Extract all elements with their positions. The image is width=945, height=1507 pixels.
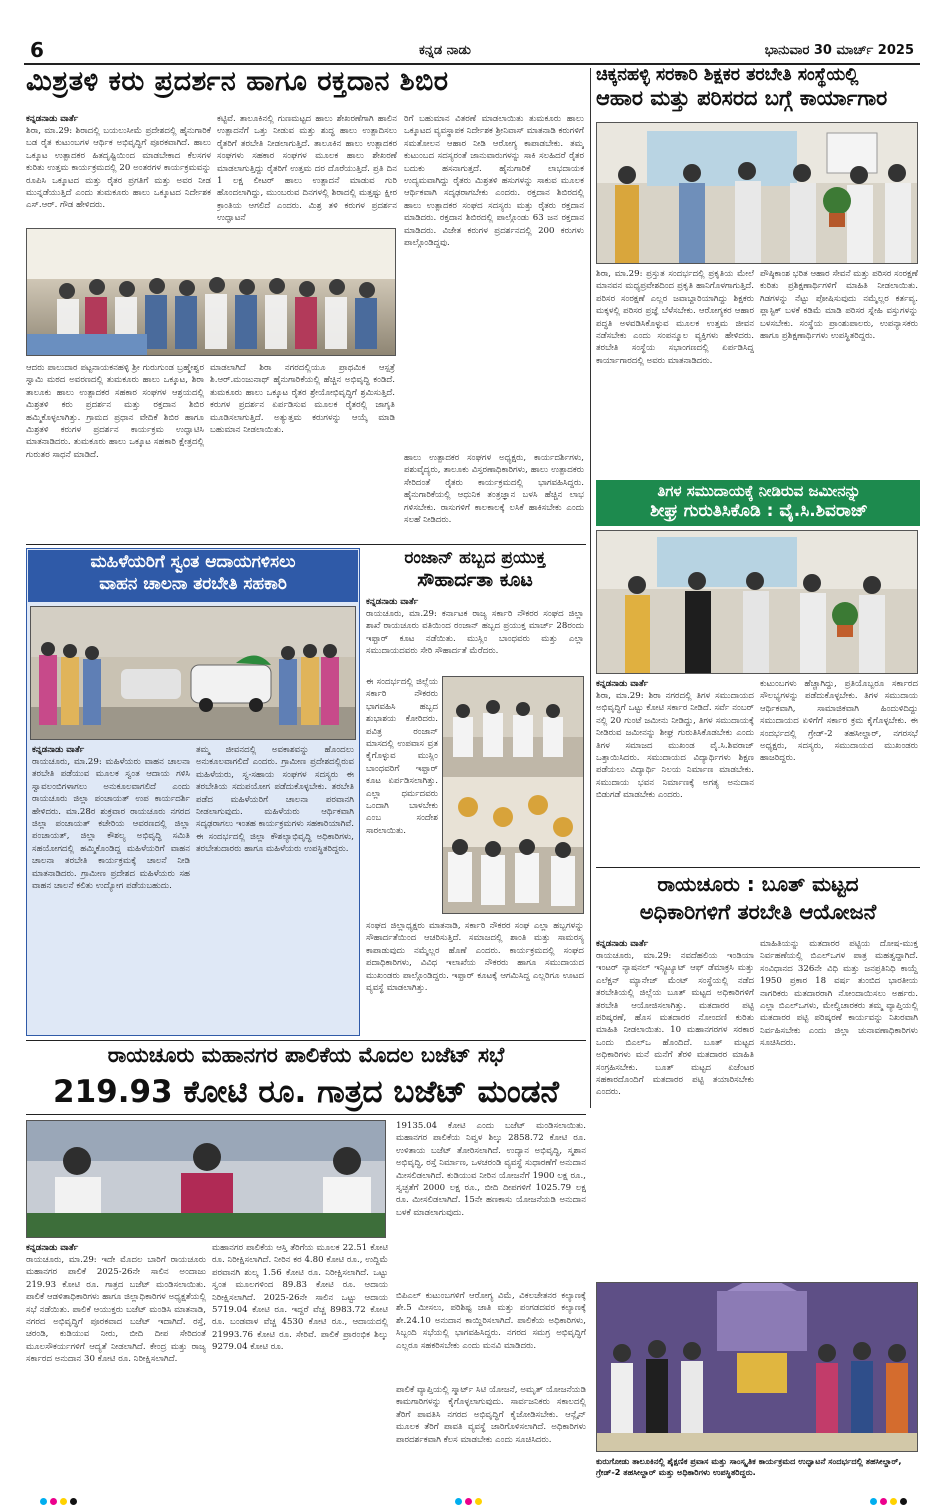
registration-dot-cyan: [40, 1498, 47, 1505]
headline-budget-line2: 219.93 ಕೋಟಿ ರೂ. ಗಾತ್ರದ ಬಜೆಟ್ ಮಂಡನೆ: [53, 1074, 559, 1110]
article-text: ಶಿರಾ, ಮಾ.29: ಶಿರಾದಲ್ಲಿ ಬಯಲುಸೀಮೆ ಪ್ರದೇಶದಲ್ಲಿ ಹೈನುಗಾರಿಕೆ ಬಡ ರೈತ ಕುಟುಂಬಗಳ ಆರ್ಥಿಕ ಅಭಿವೃದ್ಧಿಗೆ ಪೂರಕವಾಗಿದೆ. ಹಾಲು ಒಕ್ಕೂಟ ಉತ್ಪಾದಕರ ಹಿತದೃಷ್ಟಿಯಿಂದ ಮಾಡಬೇಕಾದ ಕೆಲಸಗಳ ಕುರಿತು ಉತ್ತಮ ಕಾರ್ಯಕ್ರಮದಲ್ಲಿ 20 ಅಂತರಗಳ ಕಾರ್ಯಕ್ರಮವನ್ನು ರೂಪಿಸಿ ಒಕ್ಕೂಟದ ಮತ್ತು ರೈತರ ಪ್ರಗತಿಗೆ ಮತ್ತು ಅವರ ನೀಡ ಮುನ್ನಡೆಯುತ್ತಿದೆ ಎಂದು ತುಮಕೂರು ಹಾಲು ಒಕ್ಕೂಟದ ನಿರ್ದೇಶಕ ಎಸ್.ಆರ್. ಗೌಡ ಹೇಳಿದರು.: [26, 126, 211, 211]
section-rule: [26, 1040, 586, 1041]
photo-caption: ಕುರುಗೋಡು ತಾಲೂಕಿನಲ್ಲಿ ಶೈಕ್ಷಣಿಕ ಪ್ರವಾಸ ಮತ್ತು ಸಾಂಸ್ಕೃತಿಕ ಕಾರ್ಯಕ್ರಮದ ಉದ್ಘಾಟನೆ ಸಂದರ್ಭದಲ್ಲಿ ತಹಸೀಲ್ದಾರ್, ಗ್ರೇಡ್-2 ತಹಸೀಲ್ದಾರ್ ಮತ್ತು ಅಧಿಕಾರಿಗಳು ಉಪಸ್ಥಿತರಿದ್ದರು.: [596, 1456, 902, 1477]
article-text: ರಾಯಚೂರು, ಮಾ.29: ಮಹಿಳೆಯರು ವಾಹನ ಚಾಲನಾ ತರಬೇತಿ ಪಡೆಯುವ ಮೂಲಕ ಸ್ವಂತ ಆದಾಯ ಗಳಿಸಿ ಸ್ವಾವಲಂಬಿಗಳಾಗಲು ಅನುಕೂಲವಾಗಲಿದೆ ಎಂದು ರಾಯಚೂರು ಜಿಲ್ಲಾ ಪಂಚಾಯತ್ ಉಪ ಕಾರ್ಯದರ್ಶಿ ಹೇಳಿದರು. ಮಾ.28ರ ಶುಕ್ರವಾರ ರಾಯಚೂರು ನಗರದ ಜಿಲ್ಲಾ ಪಂಚಾಯತ್ ಕಚೇರಿಯ ಆವರಣದಲ್ಲಿ ಜಿಲ್ಲಾ ಪಂಚಾಯತ್, ಜಿಲ್ಲಾ ಕೌಶಲ್ಯ ಅಭಿವೃದ್ಧಿ ಸಮಿತಿ ಸಹಯೋಗದಲ್ಲಿ ಹಮ್ಮಿಕೊಂಡಿದ್ದ ಮಹಿಳೆಯರಿಗೆ ವಾಹನ ಚಾಲನಾ ತರಬೇತಿ ಕಾರ್ಯಕ್ರಮಕ್ಕೆ ಚಾಲನೆ ನೀಡಿ ಮಾತನಾಡಿದರು. ಗ್ರಾಮೀಣ ಪ್ರದೇಶದ ಮಹಿಳೆಯರು ಸಹ ವಾಹನ ಚಾಲನೆ ಕಲಿತು ಉದ್ಯೋಗ ಪಡೆಯಬಹುದು.: [32, 757, 190, 892]
masthead: ಕನ್ನಡ ನಾಡು: [419, 43, 471, 58]
headline-line: ಚಿಕ್ಕನಹಳ್ಳಿ ಸರಕಾರಿ ಶಿಕ್ಷಕರ ತರಬೇತಿ ಸಂಸ್ಥೆಯಲ್ಲಿ: [596, 65, 859, 85]
column-rule: [590, 68, 591, 1108]
photo-thigala-meeting: [596, 530, 918, 674]
iftar-illustration: [443, 677, 584, 914]
photo-budget-meeting: [26, 1120, 386, 1238]
page-number: 6: [30, 38, 44, 62]
registration-dot-cyan: [870, 1498, 877, 1505]
headline-line: ಆಹಾರ ಮತ್ತು ಪರಿಸರದ ಬಗ್ಗೆ ಕಾರ್ಯಾಗಾರ: [596, 86, 888, 111]
car-training-illustration: [31, 607, 356, 740]
registration-dot-magenta: [50, 1498, 57, 1505]
headline-chikkanahalli: [596, 66, 926, 109]
registration-dot-cyan: [455, 1498, 462, 1505]
article-text: ಮಹಾನಗರ ಪಾಲಿಕೆಯ ಆಸ್ತಿ ತೆರಿಗೆಯ ಮೂಲಕ 22.51 ಕೋಟಿ ರೂ. ನಿರೀಕ್ಷಿಸಲಾಗಿದೆ. ನೀರಿನ ಕರ 4.80 ಕೋಟಿ ರೂ., ಉದ್ದಿಮೆ ಪರವಾನಗಿ ಶುಲ್ಕ 1.56 ಕೋಟಿ ರೂ. ನಿರೀಕ್ಷಿಸಲಾಗಿದೆ. ಒಟ್ಟು ಸ್ವಂತ ಮೂಲಗಳಿಂದ 89.83 ಕೋಟಿ ರೂ. ಆದಾಯ ನಿರೀಕ್ಷಿಸಲಾಗಿದೆ. 2025-26ನೇ ಸಾಲಿನ ಒಟ್ಟು ಆದಾಯ 5719.04 ಕೋಟಿ ರೂ. ಇದ್ದರೆ ವೆಚ್ಚ 8983.72 ಕೋಟಿ ರೂ. ಬಂಡವಾಳ ವೆಚ್ಚ 4530 ಕೋಟಿ ರೂ., ಆದಾಯದಲ್ಲಿ 21993.76 ಕೋಟಿ ರೂ. ಸೇರಿವೆ. ಪಾಲಿಕೆ ಪ್ರಾರಂಭಿಕ ಶಿಲ್ಕು 9279.04 ಕೋಟಿ ರೂ.: [212, 1243, 388, 1353]
section-rule: [26, 1114, 586, 1115]
registration-dot-yellow: [60, 1498, 67, 1505]
crowd-illustration: [27, 229, 396, 356]
headline-line: ಮಹಿಳೆಯರಿಗೆ ಸ್ವಂತ ಆದಾಯಗಳಿಸಲು: [90, 552, 296, 572]
workshop-illustration: [597, 123, 918, 264]
meeting-illustration: [597, 531, 918, 674]
article-text: ಹಾಲು ಉತ್ಪಾದಕರ ಸಂಘಗಳ ಅಧ್ಯಕ್ಷರು, ಕಾರ್ಯದರ್ಶಿಗಳು, ಪಶುವೈದ್ಯರು, ತಾಲೂಕು ವಿಸ್ತರಣಾಧಿಕಾರಿಗಳು, ಹಾಲು ಉತ್ಪಾದಕರು ಸೇರಿದಂತೆ ರೈತರು ಕಾರ್ಯಕ್ರಮದಲ್ಲಿ ಭಾಗವಹಿಸಿದ್ದರು. ಹೈನುಗಾರಿಕೆಯಲ್ಲಿ ಆಧುನಿಕ ತಂತ್ರಜ್ಞಾನ ಬಳಸಿ ಹೆಚ್ಚಿನ ಲಾಭ ಗಳಿಸಬೇಕು. ರಾಸುಗಳಿಗೆ ಕಾಲಕಾಲಕ್ಕೆ ಲಸಿಕೆ ಹಾಕಿಸಬೇಕು ಎಂದು ಸಲಹೆ ನೀಡಿದರು.: [404, 453, 584, 526]
registration-dot-yellow: [890, 1498, 897, 1505]
article-text: ಶಿರಾ, ಮಾ.29: ಶಿರಾ ನಗರದಲ್ಲಿ ತಿಗಳ ಸಮುದಾಯದ ಅಭಿವೃದ್ಧಿಗೆ ಒಟ್ಟು ಕೋಟಿ ಸರ್ಕಾರ ನೀಡಿದೆ. ಸರ್ವೆ ನಂಬರ್ ನಲ್ಲಿ 20 ಗುಂಟೆ ಜಮೀನು ನೀಡಿದ್ದು, ತಿಗಳ ಸಮುದಾಯಕ್ಕೆ ನೀಡಿರುವ ಜಮೀನನ್ನು ಶೀಘ್ರ ಗುರುತಿಸಿಕೊಡಬೇಕು ಎಂದು ತಿಗಳ ಸಮಾಜದ ಮುಖಂಡ ವೈ.ಸಿ.ಶಿವರಾಜ್ ಒತ್ತಾಯಿಸಿದರು. ಸಮುದಾಯದ ವಿದ್ಯಾರ್ಥಿಗಳು ಶಿಕ್ಷಣ ಪಡೆಯಲು ವಿದ್ಯಾರ್ಥಿ ನಿಲಯ ನಿರ್ಮಾಣ ಮಾಡಬೇಕು. ಸಮುದಾಯ ಭವನ ನಿರ್ಮಾಣಕ್ಕೆ ಅಗತ್ಯ ಅನುದಾನ ಬಿಡುಗಡೆ ಮಾಡಬೇಕು ಎಂದರು.: [596, 691, 754, 801]
dateline: ಕನ್ನಡನಾಡು ವಾರ್ತೆ: [26, 114, 79, 124]
headline-line: ಶೀಘ್ರ ಗುರುತಿಸಿಕೊಡಿ : ವೈ.ಸಿ.ಶಿವರಾಜ್: [650, 500, 868, 521]
headline-budget-line1: ರಾಯಚೂರು ಮಹಾನಗರ ಪಾಲಿಕೆಯ ಮೊದಲ ಬಜೆಟ್ ಸಭೆ: [107, 1043, 505, 1067]
article-text: ಮಾಹಿತಿಯನ್ನು ಮತದಾರರ ಪಟ್ಟಿಯ ದೋಷ-ಮುಕ್ತ ನಿರ್ವಹಣೆಯಲ್ಲಿ ಬಿಎಲ್ಒಗಳ ಪಾತ್ರ ಮಹತ್ವದ್ದಾಗಿದೆ. ಸಂವಿಧಾನದ 326ನೇ ವಿಧಿ ಮತ್ತು ಜನಪ್ರತಿನಿಧಿ ಕಾಯ್ದೆ 1950 ಪ್ರಕಾರ 18 ವರ್ಷ ತುಂಬಿದ ಭಾರತೀಯ ನಾಗರಿಕರು ಮತದಾರರಾಗಿ ನೋಂದಾಯಿಸಲು ಅರ್ಹರು. ಎಲ್ಲಾ ಬಿಎಲ್ಒಗಳು, ಮೇಲ್ವಿಚಾರಕರು ತಮ್ಮ ವ್ಯಾಪ್ತಿಯಲ್ಲಿ ಮತದಾರರ ಪಟ್ಟಿ ಪರಿಷ್ಕರಣೆ ಕಾರ್ಯವನ್ನು ನಿಖರವಾಗಿ ನಿರ್ವಹಿಸಬೇಕು ಎಂದು ಜಿಲ್ಲಾ ಚುನಾವಣಾಧಿಕಾರಿಗಳು ಸೂಚಿಸಿದರು.: [760, 939, 918, 1049]
registration-dot-magenta: [880, 1498, 887, 1505]
headline-line: ಅಧಿಕಾರಿಗಳಿಗೆ ತರಬೇತಿ ಆಯೋಜನೆ: [639, 900, 877, 924]
registration-dot-black: [70, 1498, 77, 1505]
headline-thigala: [600, 484, 918, 521]
article-text: ರಾಯಚೂರು, ಮಾ.29: ಕರ್ನಾಟಕ ರಾಜ್ಯ ಸರ್ಕಾರಿ ನೌಕರರ ಸಂಘದ ಜಿಲ್ಲಾ ಶಾಖೆ ರಾಯಚೂರು ವತಿಯಿಂದ ರಂಜಾನ್ ಹಬ್ಬದ ಪ್ರಯುಕ್ತ ಮಾರ್ಚ್ 28ರಂದು ಇಫ್ತಾರ್ ಕೂಟ ನಡೆಯಿತು. ಮುಸ್ಲಿಂ ಬಾಂಧವರು ಮತ್ತು ಎಲ್ಲಾ ಸಮುದಾಯದವರು ಸೇರಿ ಸೌಹಾರ್ದತೆ ಮೆರೆದರು.: [366, 609, 584, 657]
headline-line: ವಾಹನ ಚಾಲನಾ ತರಬೇತಿ ಸಹಕಾರಿ: [99, 573, 287, 594]
dateline: ಕನ್ನಡನಾಡು ವಾರ್ತೆ: [26, 1243, 79, 1253]
article-text: ರಿಗೆ ಬಹುಮಾನ ವಿತರಣೆ ಮಾಡಲಾಯಿತು ತುಮಕೂರು ಹಾಲು ಒಕ್ಕೂಟದ ವ್ಯವಸ್ಥಾಪಕ ನಿರ್ದೇಶಕ ಶ್ರೀನಿವಾಸ್ ಮಾತನಾಡಿ ಕರುಗಳಿಗೆ ಸಮತೋಲನ ಆಹಾರ ನೀಡಿ ಆರೋಗ್ಯ ಕಾಪಾಡಬೇಕು. ತಮ್ಮ ಕುಟುಂಬದ ಸದಸ್ಯರಂತೆ ಜಾನುವಾರುಗಳನ್ನು ಸಾಕಿ ಸಲಹಿದರೆ ರೈತರ ಬದುಕು ಹಸನಾಗುತ್ತದೆ. ಹೈನುಗಾರಿಕೆ ಲಾಭದಾಯಕ ಉದ್ಯಮವಾಗಿದ್ದು ರೈತರು ಮಿಶ್ರತಳಿ ಹಸುಗಳನ್ನು ಸಾಕುವ ಮೂಲಕ ಆರ್ಥಿಕವಾಗಿ ಸದೃಢರಾಗಬೇಕು ಎಂದರು. ರಕ್ತದಾನ ಶಿಬಿರದಲ್ಲಿ ಹಾಲು ಉತ್ಪಾದಕರ ಸಂಘದ ಸದಸ್ಯರು ಮತ್ತು ರೈತರು ರಕ್ತದಾನ ಮಾಡಿದರು. ರಕ್ತದಾನ ಶಿಬಿರದಲ್ಲಿ ಪಾಲ್ಗೊಂಡು 63 ಜನ ರಕ್ತದಾನ ಮಾಡಿದರು. ವಿಜೇತ ಕರುಗಳ ಪ್ರದರ್ಶನದಲ್ಲಿ 200 ಕರುಗಳು ಪಾಲ್ಗೊಂಡಿದ್ದವು.: [404, 114, 584, 249]
headline-booth: [596, 874, 920, 923]
article-text: ರಾಯಚೂರು, ಮಾ.29: ಇದೇ ಮೊದಲ ಬಾರಿಗೆ ರಾಯಚೂರು ಮಹಾನಗರ ಪಾಲಿಕೆ 2025-26ನೇ ಸಾಲಿನ ಅಂದಾಜು 219.93 ಕೋಟಿ ರೂ. ಗಾತ್ರದ ಬಜೆಟ್ ಮಂಡಿಸಲಾಯಿತು. ಪಾಲಿಕೆ ಆಡಳಿತಾಧಿಕಾರಿಗಳು ಹಾಗೂ ಜಿಲ್ಲಾಧಿಕಾರಿಗಳ ಅಧ್ಯಕ್ಷತೆಯಲ್ಲಿ ಸಭೆ ನಡೆಯಿತು. ಪಾಲಿಕೆ ಆಯುಕ್ತರು ಬಜೆಟ್ ಮಂಡಿಸಿ ಮಾತನಾಡಿ, ನಗರದ ಅಭಿವೃದ್ಧಿಗೆ ಪೂರಕವಾದ ಬಜೆಟ್ ಇದಾಗಿದೆ. ರಸ್ತೆ, ಚರಂಡಿ, ಕುಡಿಯುವ ನೀರು, ಬೀದಿ ದೀಪ ಸೇರಿದಂತೆ ಮೂಲಸೌಕರ್ಯಗಳಿಗೆ ಆದ್ಯತೆ ನೀಡಲಾಗಿದೆ. ಕೇಂದ್ರ ಮತ್ತು ರಾಜ್ಯ ಸರ್ಕಾರದ ಅನುದಾನ 30 ಕೋಟಿ ರೂ. ನಿರೀಕ್ಷಿಸಲಾಗಿದೆ.: [26, 1255, 206, 1365]
photo-cultural-event: [596, 1282, 918, 1452]
article-text: ತಮ್ಮ ಜೀವನದಲ್ಲಿ ಅವಕಾಶವನ್ನು ಹೊಂದಲು ಅನುಕೂಲವಾಗಲಿದೆ ಎಂದರು. ಗ್ರಾಮೀಣ ಪ್ರದೇಶದಲ್ಲಿರುವ ಮಹಿಳೆಯರು, ಸ್ವ-ಸಹಾಯ ಸಂಘಗಳ ಸದಸ್ಯರು ಈ ತರಬೇತಿಯ ಸದುಪಯೋಗ ಪಡೆದುಕೊಳ್ಳಬೇಕು. ತರಬೇತಿ ಪಡೆದ ಮಹಿಳೆಯರಿಗೆ ಚಾಲನಾ ಪರವಾನಗಿ ನೀಡಲಾಗುವುದು. ಮಹಿಳೆಯರು ಆರ್ಥಿಕವಾಗಿ ಸದೃಢರಾಗಲು ಇಂತಹ ಕಾರ್ಯಕ್ರಮಗಳು ಸಹಕಾರಿಯಾಗಿವೆ. ಈ ಸಂದರ್ಭದಲ್ಲಿ ಜಿಲ್ಲಾ ಕೌಶಲ್ಯಾಭಿವೃದ್ಧಿ ಅಧಿಕಾರಿಗಳು, ತರಬೇತುದಾರರು ಹಾಗೂ ಮಹಿಳೆಯರು ಉಪಸ್ಥಿತರಿದ್ದರು.: [196, 745, 354, 855]
article-text: ಕಟ್ಟಿವೆ. ತಾಲೂಕಿನಲ್ಲಿ ಗುಣಮಟ್ಟದ ಹಾಲು ಶೇಖರಣೆಗಾಗಿ ಹಾಲಿನ ಉತ್ಪಾದನೆಗೆ ಒತ್ತು ನೀಡುವ ಮತ್ತು ಶುದ್ಧ ಹಾಲು ಉತ್ಪಾದಿಸಲು ರೈತರಿಗೆ ತರಬೇತಿ ನೀಡಲಾಗುತ್ತಿದೆ. ತಾಲೂಕಿನ ಹಾಲು ಉತ್ಪಾದಕರ ಸಂಘಗಳು ಸಹಕಾರ ಸಂಘಗಳ ಮೂಲಕ ಹಾಲು ಶೇಖರಣೆ ಮಾಡಲಾಗುತ್ತಿದ್ದು ರೈತರಿಗೆ ಉತ್ತಮ ದರ ದೊರೆಯುತ್ತಿದೆ. ಪ್ರತಿ ದಿನ 1 ಲಕ್ಷ ಲೀಟರ್ ಹಾಲು ಉತ್ಪಾದನೆ ಮಾಡುವ ಗುರಿ ಹೊಂದಲಾಗಿದ್ದು, ಮುಂಬರುವ ದಿನಗಳಲ್ಲಿ ಶಿರಾದಲ್ಲಿ ಮತ್ತಷ್ಟು ಕ್ಷೀರ ಕ್ರಾಂತಿಯ ಆಗಲಿದೆ ಎಂದರು. ಮಿಶ್ರ ತಳಿ ಕರುಗಳ ಪ್ರದರ್ಶನ ಉದ್ಘಾಟನೆ: [217, 114, 397, 224]
headline-line: ತಿಗಳ ಸಮುದಾಯಕ್ಕೆ ನೀಡಿರುವ ಜಮೀನನ್ನು: [657, 482, 861, 500]
photo-blood-donation-camp: [26, 228, 396, 356]
article-text: ಪಾಲಿಕೆ ವ್ಯಾಪ್ತಿಯಲ್ಲಿ ಸ್ಮಾರ್ಟ್ ಸಿಟಿ ಯೋಜನೆ, ಅಮೃತ್ ಯೋಜನೆಯಡಿ ಕಾಮಗಾರಿಗಳನ್ನು ಕೈಗೊಳ್ಳಲಾಗುವುದು. ಸಾರ್ವಜನಿಕರು ಸಕಾಲದಲ್ಲಿ ತೆರಿಗೆ ಪಾವತಿಸಿ ನಗರದ ಅಭಿವೃದ್ಧಿಗೆ ಕೈಜೋಡಿಸಬೇಕು. ಆನ್ಲೈನ್ ಮೂಲಕ ತೆರಿಗೆ ಪಾವತಿ ವ್ಯವಸ್ಥೆ ಜಾರಿಗೊಳಿಸಲಾಗಿದೆ. ಅಧಿಕಾರಿಗಳು ಪಾರದರ್ಶಕವಾಗಿ ಕೆಲಸ ಮಾಡಬೇಕು ಎಂದು ಸೂಚಿಸಿದರು.: [396, 1385, 586, 1445]
header-date: ಭಾನುವಾರ 30 ಮಾರ್ಚ್ 2025: [764, 43, 914, 58]
headline-mishrathali: ಮಿಶ್ರತಳಿ ಕರು ಪ್ರದರ್ಶನ ಹಾಗೂ ರಕ್ತದಾನ ಶಿಬಿರ: [26, 66, 449, 97]
article-text: ಪೌಷ್ಠಿಕಾಂಶ ಭರಿತ ಆಹಾರ ಸೇವನೆ ಮತ್ತು ಪರಿಸರ ಸಂರಕ್ಷಣೆ ಕುರಿತು ಪ್ರಶಿಕ್ಷಣಾರ್ಥಿಗಳಿಗೆ ಮಾಹಿತಿ ನೀಡಲಾಯಿತು. ಗಿಡಗಳನ್ನು ನೆಟ್ಟು ಪೋಷಿಸುವುದು ನಮ್ಮೆಲ್ಲರ ಕರ್ತವ್ಯ. ಪ್ಲಾಸ್ಟಿಕ್ ಬಳಕೆ ಕಡಿಮೆ ಮಾಡಿ ಪರಿಸರ ಸ್ನೇಹಿ ವಸ್ತುಗಳನ್ನು ಬಳಸಬೇಕು. ಸಂಸ್ಥೆಯ ಪ್ರಾಂಶುಪಾಲರು, ಉಪನ್ಯಾಸಕರು ಹಾಗೂ ಪ್ರಶಿಕ್ಷಣಾರ್ಥಿಗಳು ಉಪಸ್ಥಿತರಿದ್ದರು.: [760, 269, 918, 342]
article-text: ಆದರು ಪಾಲುದಾರ ಪಟ್ಟನಾಯಕನಹಳ್ಳಿ ಶ್ರೀ ಗುರುಗುಂಡ ಬ್ರಹ್ಮೇಶ್ವರ ಸ್ವಾಮಿ ಮಠದ ಅವರಣದಲ್ಲಿ ತುಮಕೂರು ಹಾಲು ಒಕ್ಕೂಟ, ಶಿರಾ ತಾಲೂಕು ಹಾಲು ಉತ್ಪಾದಕರ ಸಹಕಾರ ಸಂಘಗಳ ಆಶ್ರಯದಲ್ಲಿ ಮಿಶ್ರತಳಿ ಕರು ಪ್ರದರ್ಶನ ಮತ್ತು ರಕ್ತದಾನ ಶಿಬಿರ ಹಮ್ಮಿಕೊಳ್ಳಲಾಗಿತ್ತು. ಗ್ರಾಮದ ಪ್ರಧಾನ ವೇದಿಕೆ ಶಿಬಿರ ಹಾಗೂ ಮಿಶ್ರತಳಿ ಕರುಗಳ ಪ್ರದರ್ಶನ ಕಾರ್ಯಕ್ರಮ ಉದ್ಘಾಟಿಸಿ ಮಾತನಾಡಿದರು. ತುಮಕೂರು ಹಾಲು ಒಕ್ಕೂಟ ಸಹಕಾರಿ ಕ್ಷೇತ್ರದಲ್ಲಿ ಗುರುತರ ಸಾಧನೆ ಮಾಡಿದೆ.: [26, 363, 204, 460]
dateline: ಕನ್ನಡನಾಡು ವಾರ್ತೆ: [366, 597, 419, 607]
article-text: 19135.04 ಕೋಟಿ ಎಂದು ಬಜೆಟ್ ಮಂಡಿಸಲಾಯಿತು. ಮಹಾನಗರ ಪಾಲಿಕೆಯ ನಿವ್ವಳ ಶಿಲ್ಕು 2858.72 ಕೋಟಿ ರೂ. ಉಳಿತಾಯ ಬಜೆಟ್ ತೋರಿಸಲಾಗಿದೆ. ಉದ್ಯಾನ ಅಭಿವೃದ್ಧಿ, ಸ್ಮಶಾನ ಅಭಿವೃದ್ಧಿ, ರಸ್ತೆ ನಿರ್ಮಾಣ, ಒಳಚರಂಡಿ ವ್ಯವಸ್ಥೆ ಸುಧಾರಣೆಗೆ ಅನುದಾನ ಮೀಸಲಿಡಲಾಗಿದೆ. ಕುಡಿಯುವ ನೀರಿನ ಯೋಜನೆಗೆ 1900 ಲಕ್ಷ ರೂ., ಸ್ವಚ್ಛತೆಗೆ 2000 ಲಕ್ಷ ರೂ., ಬೀದಿ ದೀಪಗಳಿಗೆ 1025.79 ಲಕ್ಷ ರೂ. ಮೀಸಲಿಡಲಾಗಿದೆ. 15ನೇ ಹಣಕಾಸು ಯೋಜನೆಯಡಿ ಅನುದಾನ ಬಳಕೆ ಮಾಡಲಾಗುವುದು.: [396, 1121, 586, 1218]
dateline: ಕನ್ನಡನಾಡು ವಾರ್ತೆ: [596, 939, 649, 949]
article-text: ಮಾಡಲಾಗಿದೆ ಶಿರಾ ನಗರದಲ್ಲಿಯೂ ಪ್ರಾಥಮಿಕ ಆಸ್ಪತ್ರೆ ಶಿ.ಆರ್.ಮಂಜುನಾಥ್ ಹೈನುಗಾರಿಕೆಯಲ್ಲಿ ಹೆಚ್ಚಿನ ಅಭಿವೃದ್ಧಿ ಕಂಡಿದೆ. ತುಮಕೂರು ಹಾಲು ಒಕ್ಕೂಟ ರೈತರ ಶ್ರೇಯೋಭಿವೃದ್ಧಿಗೆ ಶ್ರಮಿಸುತ್ತಿದೆ. ಕರುಗಳ ಪ್ರದರ್ಶನ ಏರ್ಪಡಿಸುವ ಮೂಲಕ ರೈತರಲ್ಲಿ ಜಾಗೃತಿ ಮೂಡಿಸಲಾಗುತ್ತಿದೆ. ಅತ್ಯುತ್ತಮ ಕರುಗಳನ್ನು ಆಯ್ಕೆ ಮಾಡಿ ಬಹುಮಾನ ನೀಡಲಾಯಿತು.: [210, 363, 395, 436]
article-text: ಶಿರಾ, ಮಾ.29: ಪ್ರಸ್ತುತ ಸಂದರ್ಭದಲ್ಲಿ ಪ್ರಕೃತಿಯ ಮೇಲೆ ಮಾನವನ ಮಧ್ಯಪ್ರವೇಶದಿಂದ ಪ್ರಕೃತಿ ಹಾನಿಗೊಳಗಾಗುತ್ತಿದೆ. ಪರಿಸರ ಸಂರಕ್ಷಣೆ ಎಲ್ಲರ ಜವಾಬ್ದಾರಿಯಾಗಿದ್ದು ಶಿಕ್ಷಕರು ಮಕ್ಕಳಲ್ಲಿ ಪರಿಸರ ಪ್ರಜ್ಞೆ ಬೆಳೆಸಬೇಕು. ಆರೋಗ್ಯಕರ ಆಹಾರ ಪದ್ಧತಿ ಅಳವಡಿಸಿಕೊಳ್ಳುವ ಮೂಲಕ ಉತ್ತಮ ಜೀವನ ನಡೆಸಬೇಕು ಎಂದು ಸಂಪನ್ಮೂಲ ವ್ಯಕ್ತಿಗಳು ಹೇಳಿದರು. ತರಬೇತಿ ಸಂಸ್ಥೆಯ ಸಭಾಂಗಣದಲ್ಲಿ ಏರ್ಪಡಿಸಿದ್ದ ಕಾರ್ಯಾಗಾರದಲ್ಲಿ ಅವರು ಮಾತನಾಡಿದರು.: [596, 269, 754, 366]
headline-line: ಸೌಹಾರ್ದತಾ ಕೂಟ: [417, 568, 533, 591]
article-text: ಈ ಸಂದರ್ಭದಲ್ಲಿ ಜಿಲ್ಲೆಯ ಸರ್ಕಾರಿ ನೌಕರರು ಭಾಗವಹಿಸಿ ಹಬ್ಬದ ಶುಭಾಶಯ ಕೋರಿದರು. ಪವಿತ್ರ ರಂಜಾನ್ ಮಾಸದಲ್ಲಿ ಉಪವಾಸ ವ್ರತ ಕೈಗೊಳ್ಳುವ ಮುಸ್ಲಿಂ ಬಾಂಧವರಿಗೆ ಇಫ್ತಾರ್ ಕೂಟ ಏರ್ಪಡಿಸಲಾಗಿತ್ತು. ಎಲ್ಲಾ ಧರ್ಮದವರು ಒಂದಾಗಿ ಬಾಳಬೇಕು ಎಂಬ ಸಂದೇಶ ಸಾರಲಾಯಿತು.: [366, 677, 438, 836]
article-text: ಕುಟುಂಬಗಳು ಹೆಚ್ಚಾಗಿದ್ದು, ಪ್ರತಿಯೊಬ್ಬರೂ ಸರ್ಕಾರದ ಸೌಲಭ್ಯಗಳನ್ನು ಪಡೆದುಕೊಳ್ಳಬೇಕು. ತಿಗಳ ಸಮುದಾಯ ಆರ್ಥಿಕವಾಗಿ, ಸಾಮಾಜಿಕವಾಗಿ ಹಿಂದುಳಿದಿದ್ದು ಸಮುದಾಯದ ಏಳಿಗೆಗೆ ಸರ್ಕಾರ ಕ್ರಮ ಕೈಗೊಳ್ಳಬೇಕು. ಈ ಸಂದರ್ಭದಲ್ಲಿ ಗ್ರೇಡ್-2 ತಹಸೀಲ್ದಾರ್, ನಗರಸಭೆ ಅಧ್ಯಕ್ಷರು, ಸದಸ್ಯರು, ಸಮುದಾಯದ ಮುಖಂಡರು ಹಾಜರಿದ್ದರು.: [760, 679, 918, 764]
section-rule: [26, 544, 586, 545]
registration-dot-magenta: [465, 1498, 472, 1505]
headline-ramzan: [366, 550, 584, 591]
budget-meeting-illustration: [27, 1121, 386, 1238]
headline-mahila: [32, 554, 354, 594]
photo-driving-training: [30, 606, 356, 740]
page-header: [24, 40, 924, 62]
registration-dot-black: [900, 1498, 907, 1505]
photo-workshop-plant: [596, 122, 918, 264]
section-rule: [596, 867, 920, 868]
dateline: ಕನ್ನಡನಾಡು ವಾರ್ತೆ: [596, 679, 649, 689]
headline-line: ರಂಜಾನ್ ಹಬ್ಬದ ಪ್ರಯುಕ್ತ: [404, 548, 546, 568]
registration-dot-yellow: [475, 1498, 482, 1505]
headline-line: ರಾಯಚೂರು : ಬೂತ್ ಮಟ್ಟದ: [657, 872, 859, 896]
article-text: ರಾಯಚೂರು, ಮಾ.29: ನವದೆಹಲಿಯ ಇಂಡಿಯಾ ಇಂಟರ್ ನ್ಯಾಷನಲ್ ಇನ್ಸ್ಟಿಟ್ಯೂಟ್ ಆಫ್ ಡೆಮಾಕ್ರಸಿ ಮತ್ತು ಎಲೆಕ್ಷನ್ ಮ್ಯಾನೇಜ್ ಮೆಂಟ್ ಸಂಸ್ಥೆಯಲ್ಲಿ ನಡೆದ ತರಬೇತಿಯಲ್ಲಿ ಜಿಲ್ಲೆಯ ಬೂತ್ ಮಟ್ಟದ ಅಧಿಕಾರಿಗಳಿಗೆ ತರಬೇತಿ ಆಯೋಜಿಸಲಾಗಿತ್ತು. ಮತದಾರರ ಪಟ್ಟಿ ಪರಿಷ್ಕರಣೆ, ಹೊಸ ಮತದಾರರ ನೋಂದಣಿ ಕುರಿತು ಮಾಹಿತಿ ನೀಡಲಾಯಿತು. 10 ಮಹಾನಗರಗಳ ಸರಕಾರ ಒಂದು ಬಿಎಲ್ಒ ಹೊಂದಿದೆ. ಬೂತ್ ಮಟ್ಟದ ಅಧಿಕಾರಿಗಳು ಮನೆ ಮನೆಗೆ ತೆರಳಿ ಮತದಾರರ ಮಾಹಿತಿ ಸಂಗ್ರಹಿಸಬೇಕು. ಬೂತ್ ಮಟ್ಟದ ಏಜೆಂಟರ ಸಹಕಾರದೊಂದಿಗೆ ಮತದಾರರ ಪಟ್ಟಿ ತಯಾರಿಸಬೇಕು ಎಂದರು.: [596, 951, 754, 1098]
article-text: ಬಿಪಿಎಲ್ ಕುಟುಂಬಗಳಿಗೆ ಆರೋಗ್ಯ ವಿಮೆ, ವಿಕಲಚೇತನರ ಕಲ್ಯಾಣಕ್ಕೆ ಶೇ.5 ಮೀಸಲು, ಪರಿಶಿಷ್ಟ ಜಾತಿ ಮತ್ತು ಪಂಗಡದವರ ಕಲ್ಯಾಣಕ್ಕೆ ಶೇ.24.10 ಅನುದಾನ ಕಾಯ್ದಿರಿಸಲಾಗಿದೆ. ಪಾಲಿಕೆಯ ಅಧಿಕಾರಿಗಳು, ಸಿಬ್ಬಂದಿ ಸಭೆಯಲ್ಲಿ ಭಾಗವಹಿಸಿದ್ದರು. ನಗರದ ಸಮಗ್ರ ಅಭಿವೃದ್ಧಿಗೆ ಎಲ್ಲರೂ ಸಹಕರಿಸಬೇಕು ಎಂದು ಮನವಿ ಮಾಡಿದರು.: [396, 1291, 586, 1351]
article-text: ಸಂಘದ ಜಿಲ್ಲಾಧ್ಯಕ್ಷರು ಮಾತನಾಡಿ, ಸರ್ಕಾರಿ ನೌಕರರ ಸಂಘ ಎಲ್ಲಾ ಹಬ್ಬಗಳನ್ನು ಸೌಹಾರ್ದತೆಯಿಂದ ಆಚರಿಸುತ್ತಿದೆ. ಸಮಾಜದಲ್ಲಿ ಶಾಂತಿ ಮತ್ತು ಸಾಮರಸ್ಯ ಕಾಪಾಡುವುದು ನಮ್ಮೆಲ್ಲರ ಹೊಣೆ ಎಂದರು. ಕಾರ್ಯಕ್ರಮದಲ್ಲಿ ಸಂಘದ ಪದಾಧಿಕಾರಿಗಳು, ವಿವಿಧ ಇಲಾಖೆಯ ನೌಕರರು ಹಾಗೂ ಸಮುದಾಯದ ಮುಖಂಡರು ಪಾಲ್ಗೊಂಡಿದ್ದರು. ಇಫ್ತಾರ್ ಕೂಟಕ್ಕೆ ಆಗಮಿಸಿದ್ದ ಎಲ್ಲರಿಗೂ ಊಟದ ವ್ಯವಸ್ಥೆ ಮಾಡಲಾಗಿತ್ತು.: [366, 921, 584, 994]
cultural-event-illustration: [597, 1283, 918, 1452]
photo-iftar-gathering: [442, 676, 584, 914]
dateline: ಕನ್ನಡನಾಡು ವಾರ್ತೆ: [32, 745, 85, 755]
